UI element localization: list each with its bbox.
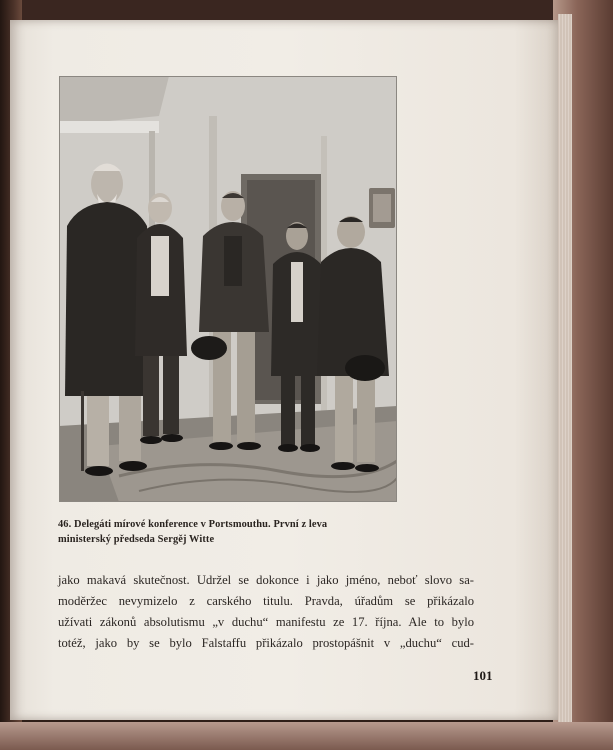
body-line-1: jako makavá skutečnost. Udržel se dokonce i jako jméno, neboť slovo sa- <box>58 573 474 587</box>
book-cover-bottom <box>0 722 613 750</box>
caption-line-2: ministerský předseda Sergěj Witte <box>58 534 215 545</box>
body-paragraph <box>58 570 474 654</box>
body-line-3: užívati zákonů absolutismu „v duchu“ manifestu ze 17. října. Ale to bylo <box>58 615 474 629</box>
page-number: 101 <box>473 668 493 683</box>
body-line-4: totéž, jako by se bylo Falstaffu přikázalo prostopášnit v „duchu“ cud- <box>58 636 474 650</box>
caption-line-1: 46. Delegáti mírové konference v Portsmouthu. První z leva <box>58 519 328 530</box>
photo-caption <box>58 517 438 547</box>
body-line-2: moděržec nevymizelo z carského titulu. Pravda, úřadům se přikázalo <box>58 594 474 608</box>
page-stack-edge <box>558 14 572 726</box>
photo-illustration <box>59 76 397 502</box>
delegates-photograph <box>59 76 397 502</box>
